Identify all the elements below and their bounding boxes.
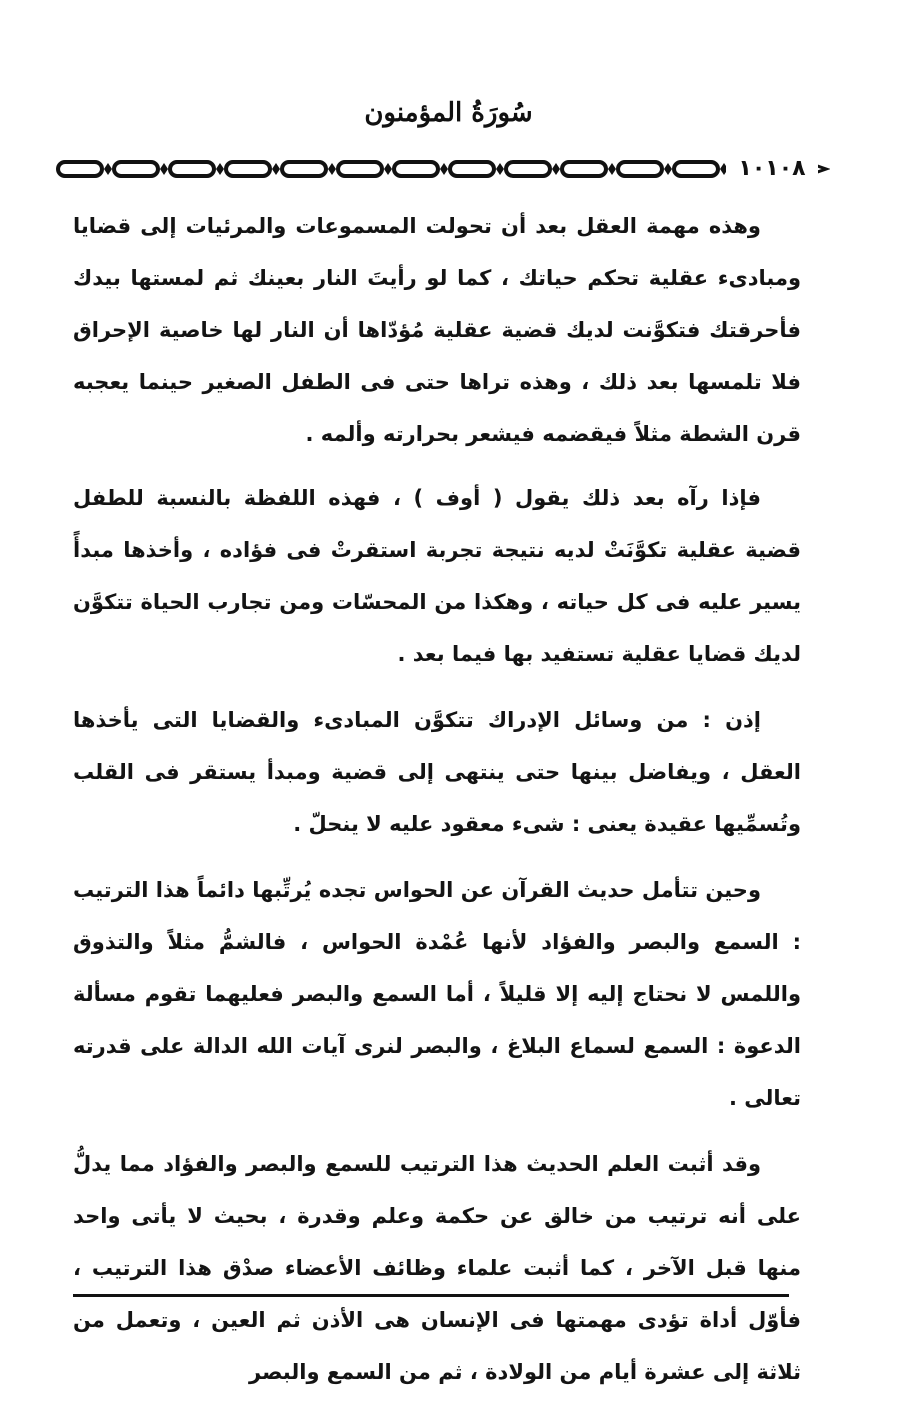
- decorative-chain-border: [50, 156, 830, 182]
- paragraph: وقد أثبت العلم الحديث هذا الترتيب للسمع والبصر والفؤاد مما يدلُّ على أنه ترتيب من خالق عن حكمة وعلم وقدرة ، بحيث لا يأتى واحد منها قبل الآخر ، كما أثبت علماء وظائف الأعضاء صدْق هذا الترتيب ، فأوّل أداة تؤدى مهمتها فى الإنسان هى الأذن ثم العين ، وتعمل من ثلاثة إلى عشرة أيام من الولادة ، ثم من السمع والبصر: [73, 1152, 801, 1384]
- page-number: ١٠١٠٨: [726, 156, 818, 182]
- paragraph: إذن : من وسائل الإدراك تتكوَّن المبادىء والقضايا التى يأخذها العقل ، ويفاضل بينها حتى ينتهى إلى قضية ومبدأ يستقر فى القلب وتُسمِّيها عقيدة يعنى : شىء معقود عليه لا ينحلّ .: [73, 708, 801, 836]
- page-body-text: [73, 200, 801, 1412]
- surah-title: سُورَةُ المؤمنون: [364, 98, 533, 128]
- paragraph: وهذه مهمة العقل بعد أن تحولت المسموعات والمرئيات إلى قضايا ومبادىء عقلية تحكم حياتك ، كما لو رأيتَ النار بعينك ثم لمستها بيدك فأحرقتك فتكوَّنت لديك قضية عقلية مُؤدّاها أن النار لها خاصية الإحراق فلا تلمسها بعد ذلك ، وهذه تراها حتى فى الطفل الصغير حينما يعجبه قرن الشطة مثلاً فيقضمه فيشعر بحرارته وألمه .: [73, 214, 801, 446]
- paragraph: وحين تتأمل حديث القرآن عن الحواس تجده يُرتِّبها دائماً هذا الترتيب : السمع والبصر والفؤاد لأنها عُمْدة الحواس ، فالشمُّ مثلاً والتذوق واللمس لا نحتاج إليه إلا قليلاً ، أما السمع والبصر فعليهما تقوم مسألة الدعوة : السمع لسماع البلاغ ، والبصر لنرى آيات الله الدالة على قدرته تعالى .: [73, 878, 801, 1110]
- footer-rule: [73, 1294, 789, 1297]
- paragraph: فإذا رآه بعد ذلك يقول ( أوف ) ، فهذه اللفظة بالنسبة للطفل قضية عقلية تكوَّنَتْ لديه نتيجة تجربة استقرتْ فى فؤاده ، وأخذها مبدأً يسير عليه فى كل حياته ، وهكذا من المحسّات ومن تجارب الحياة تتكوَّن لديك قضايا عقلية تستفيد بها فيما بعد .: [73, 486, 801, 666]
